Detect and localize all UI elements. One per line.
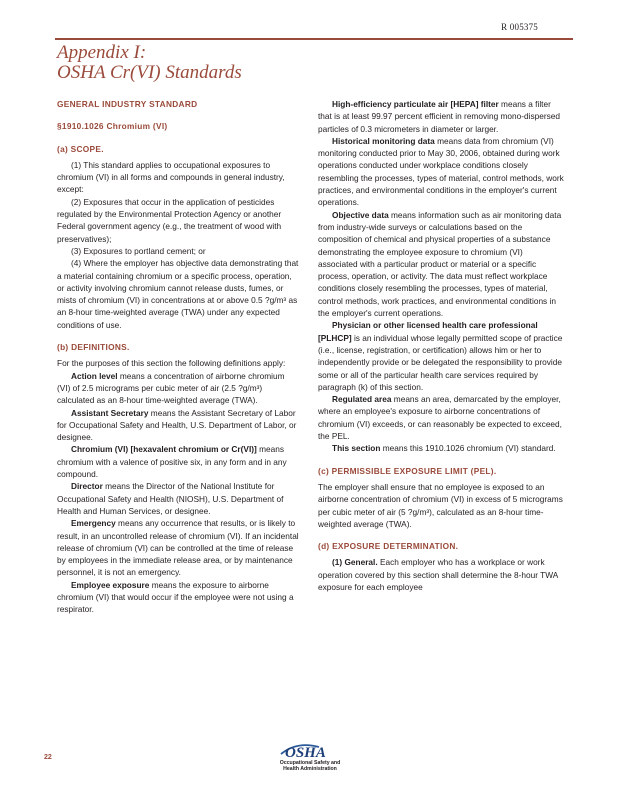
definition-director	[57, 480, 299, 517]
section-heading: GENERAL INDUSTRY STANDARD	[57, 99, 198, 109]
definition-text: means the Assistant Secretary of Labor for Occupational Safety and Health, U.S. Department of Labor, or designee.	[57, 407, 297, 443]
definition-this-section	[318, 442, 564, 454]
term: Regulated area	[332, 394, 392, 405]
definition-text: is an individual whose legally permitted scope of practice (i.e., license, registration, or certification) allows him or her to independently provide or be delegated the responsibility to provide some or all of the particular health care services required by paragraph (k) of this section.	[318, 332, 563, 392]
scope-heading: (a) SCOPE.	[57, 143, 104, 154]
scope-para-3: (3) Exposures to portland cement; or	[71, 245, 206, 256]
term: Assistant Secretary	[71, 407, 149, 418]
definition-text: means data from chromium (VI) monitoring conducted prior to May 30, 2006, obtained during work operations conducted under workplace conditions closely resembling the processes, types of material, control methods, work practices, and environmental conditions in the employer's current operations.	[318, 135, 564, 208]
definitions-intro: For the purposes of this section the following definitions apply:	[57, 358, 286, 369]
definition-emergency	[57, 517, 299, 578]
term: This section	[332, 443, 381, 454]
term: Physician or other licensed health care professional [PLHCP]	[318, 320, 538, 343]
definition-text: means a filter that is at least 99.97 percent efficient in removing mono-dispersed particles of 0.3 micrometers in diameter or larger.	[318, 99, 560, 134]
definition-text: means the exposure to airborne chromium (VI) that would occur if the employee were not using a respirator.	[57, 579, 294, 615]
term: High-efficiency particulate air [HEPA] filter	[332, 99, 499, 109]
definition-plhcp	[318, 319, 564, 393]
exposure-heading: (d) EXPOSURE DETERMINATION.	[318, 541, 459, 552]
section-number: §1910.1026 Chromium (VI)	[57, 121, 168, 132]
exposure-text: Each employer who has a workplace or work operation covered by this section shall determine the 8-hour TWA exposure for each employee	[318, 557, 558, 592]
osha-logo	[260, 738, 360, 772]
page-title	[57, 43, 242, 83]
definition-chromium	[57, 443, 299, 480]
definition-text: means an area, demarcated by the employer, where an employee's exposure to airborne concentrations of chromium (VI) exceeds, or can reasonably be expected to exceed, the PEL.	[318, 394, 562, 442]
title-line-2: OSHA Cr(VI) Standards	[57, 62, 242, 83]
definition-text: means the Director of the National Institute for Occupational Safety and Health (NIOSH), U.S. Department of Health and Human Services, or designee.	[57, 481, 284, 516]
term: Action level	[71, 370, 118, 381]
document-id: R 005375	[501, 22, 538, 32]
org-line-2: Health Administration	[283, 766, 337, 773]
scope-para-1: (1) This standard applies to occupational exposures to chromium (VI) in all forms and compounds in general industry, except:	[57, 159, 285, 195]
definition-objective-data	[318, 209, 564, 320]
title-line-1: Appendix I:	[57, 42, 147, 63]
definition-text: means this 1910.1026 chromium (VI) standard.	[380, 443, 556, 454]
right-column	[318, 98, 564, 593]
definitions-heading: (b) DEFINITIONS.	[57, 342, 130, 353]
left-column	[57, 98, 299, 616]
definition-text: means a concentration of airborne chromium (VI) of 2.5 micrograms per cubic meter of air (2.5 ?g/m³) calculated as an 8-hour time-weighted average (TWA).	[57, 370, 285, 406]
definition-action-level	[57, 370, 299, 407]
page-number: 22	[44, 754, 52, 761]
scope-para-4: (4) Where the employer has objective data demonstrating that a material containing chromium or a specific process, operation, or activity involving chromium cannot release dusts, fumes, or mists of chromium (VI) in concentrations at or above 0.5 ?g/m³ as an 8-hour time-weighted average (TWA) under any expected conditions of use.	[57, 258, 299, 330]
definition-employee-exposure	[57, 579, 299, 616]
scope-para-2: (2) Exposures that occur in the application of pesticides regulated by the Environmental Protection Agency or another Federal government agency (e.g., the treatment of wood with preservatives);	[57, 196, 282, 244]
osha-logo-icon	[279, 738, 341, 760]
definition-text: means chromium with a valence of positive six, in any form and in any compound.	[57, 444, 287, 480]
definition-assistant-secretary	[57, 407, 299, 444]
definition-text: means any occurrence that results, or is likely to result, in an uncontrolled release of chromium (VI). If an incidental release of chromium (VI) can be controlled at the time of release by employees in the immediate release area, or by maintenance personnel, it is not an emergency.	[57, 518, 299, 578]
definition-hepa-filter	[318, 98, 564, 135]
term: Emergency	[71, 518, 116, 529]
term: Objective data	[332, 209, 389, 220]
term: Employee exposure	[71, 579, 150, 590]
term: Chromium (VI) [hexavalent chromium or Cr(VI)]	[71, 444, 257, 455]
term: Director	[71, 481, 103, 492]
definition-historical-monitoring-data	[318, 135, 564, 209]
pel-text: The employer shall ensure that no employee is exposed to an airborne concentration of chromium (VI) in excess of 5 micrograms per cubic meter of air (5 ?g/m³), calculated as an 8-hour time-weighted average (TWA).	[318, 481, 563, 529]
header-rule	[55, 38, 573, 40]
osha-logo-text: OSHA	[285, 745, 326, 760]
definition-text: means information such as air monitoring data from industry-wide surveys or calculations based on the composition of chemical and physical properties of a substance demonstrating the employee exposure to chromium (VI) associated with a particular product or material or a specific process, operation, or activity. The data must reflect workplace conditions closely resembling the processes, types of material, control methods, work practices, and environmental conditions in the employer's current operations.	[318, 209, 562, 319]
exposure-general	[318, 556, 564, 593]
org-line-1: Occupational Safety and	[279, 760, 341, 766]
term: (1) General.	[332, 557, 378, 568]
pel-heading: (c) PERMISSIBLE EXPOSURE LIMIT (PEL).	[318, 465, 497, 476]
definition-regulated-area	[318, 393, 564, 442]
term: Historical monitoring data	[332, 135, 435, 146]
